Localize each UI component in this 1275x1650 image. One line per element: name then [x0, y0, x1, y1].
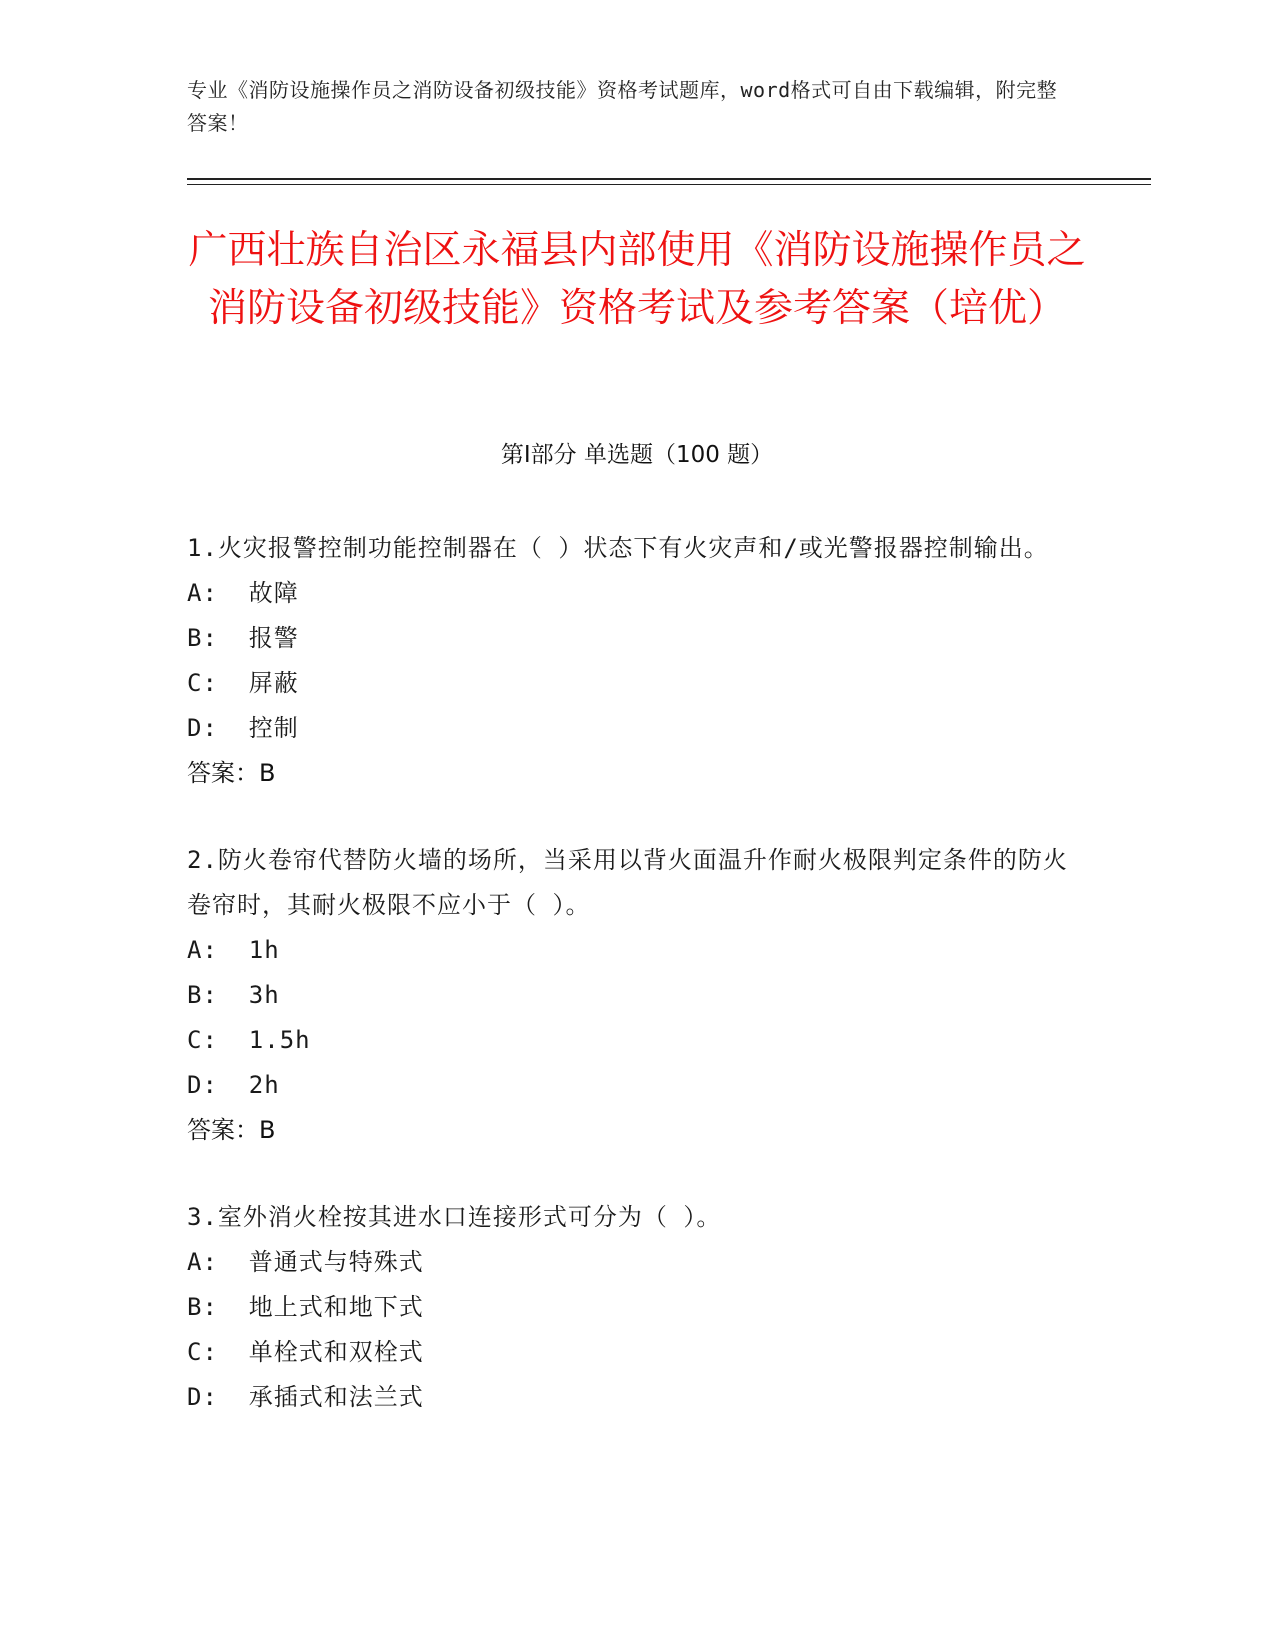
option-c: C: 屏蔽	[187, 669, 299, 697]
question-stem: 1.火灾报警控制功能控制器在（ ）状态下有火灾声和/或光警报器控制输出。	[187, 534, 1049, 562]
header-rule-thin	[187, 184, 1151, 185]
option-d: D: 2h	[187, 1071, 280, 1099]
option-a: A: 故障	[187, 579, 299, 607]
question-list	[187, 526, 1087, 1462]
document-title: 广西壮族自治区永福县内部使用《消防设施操作员之消防设备初级技能》资格考试及参考答案（培优）	[188, 228, 1086, 331]
header-rule-thick	[187, 178, 1151, 180]
answer-line: 答案：B	[187, 1116, 276, 1144]
option-c: C: 1.5h	[187, 1026, 311, 1054]
option-d: D: 控制	[187, 714, 299, 742]
option-b: B: 报警	[187, 624, 299, 652]
question-stem: 3.室外消火栓按其进水口连接形式可分为（ ）。	[187, 1203, 722, 1231]
question-item	[187, 526, 1087, 796]
answer-line: 答案：B	[187, 759, 276, 787]
option-c: C: 单栓式和双栓式	[187, 1338, 424, 1366]
question-item	[187, 838, 1087, 1153]
option-a: A: 1h	[187, 936, 280, 964]
section-heading: 第Ⅰ部分 单选题（100 题）	[500, 442, 774, 468]
header-note: 专业《消防设施操作员之消防设备初级技能》资格考试题库，word格式可自由下载编辑，附完整答案！	[187, 78, 1058, 135]
option-a: A: 普通式与特殊式	[187, 1248, 424, 1276]
question-stem: 2.防火卷帘代替防火墙的场所，当采用以背火面温升作耐火极限判定条件的防火卷帘时，其耐火极限不应小于（ ）。	[187, 846, 1068, 919]
option-b: B: 地上式和地下式	[187, 1293, 424, 1321]
option-b: B: 3h	[187, 981, 280, 1009]
option-d: D: 承插式和法兰式	[187, 1383, 424, 1411]
question-item	[187, 1195, 1087, 1420]
